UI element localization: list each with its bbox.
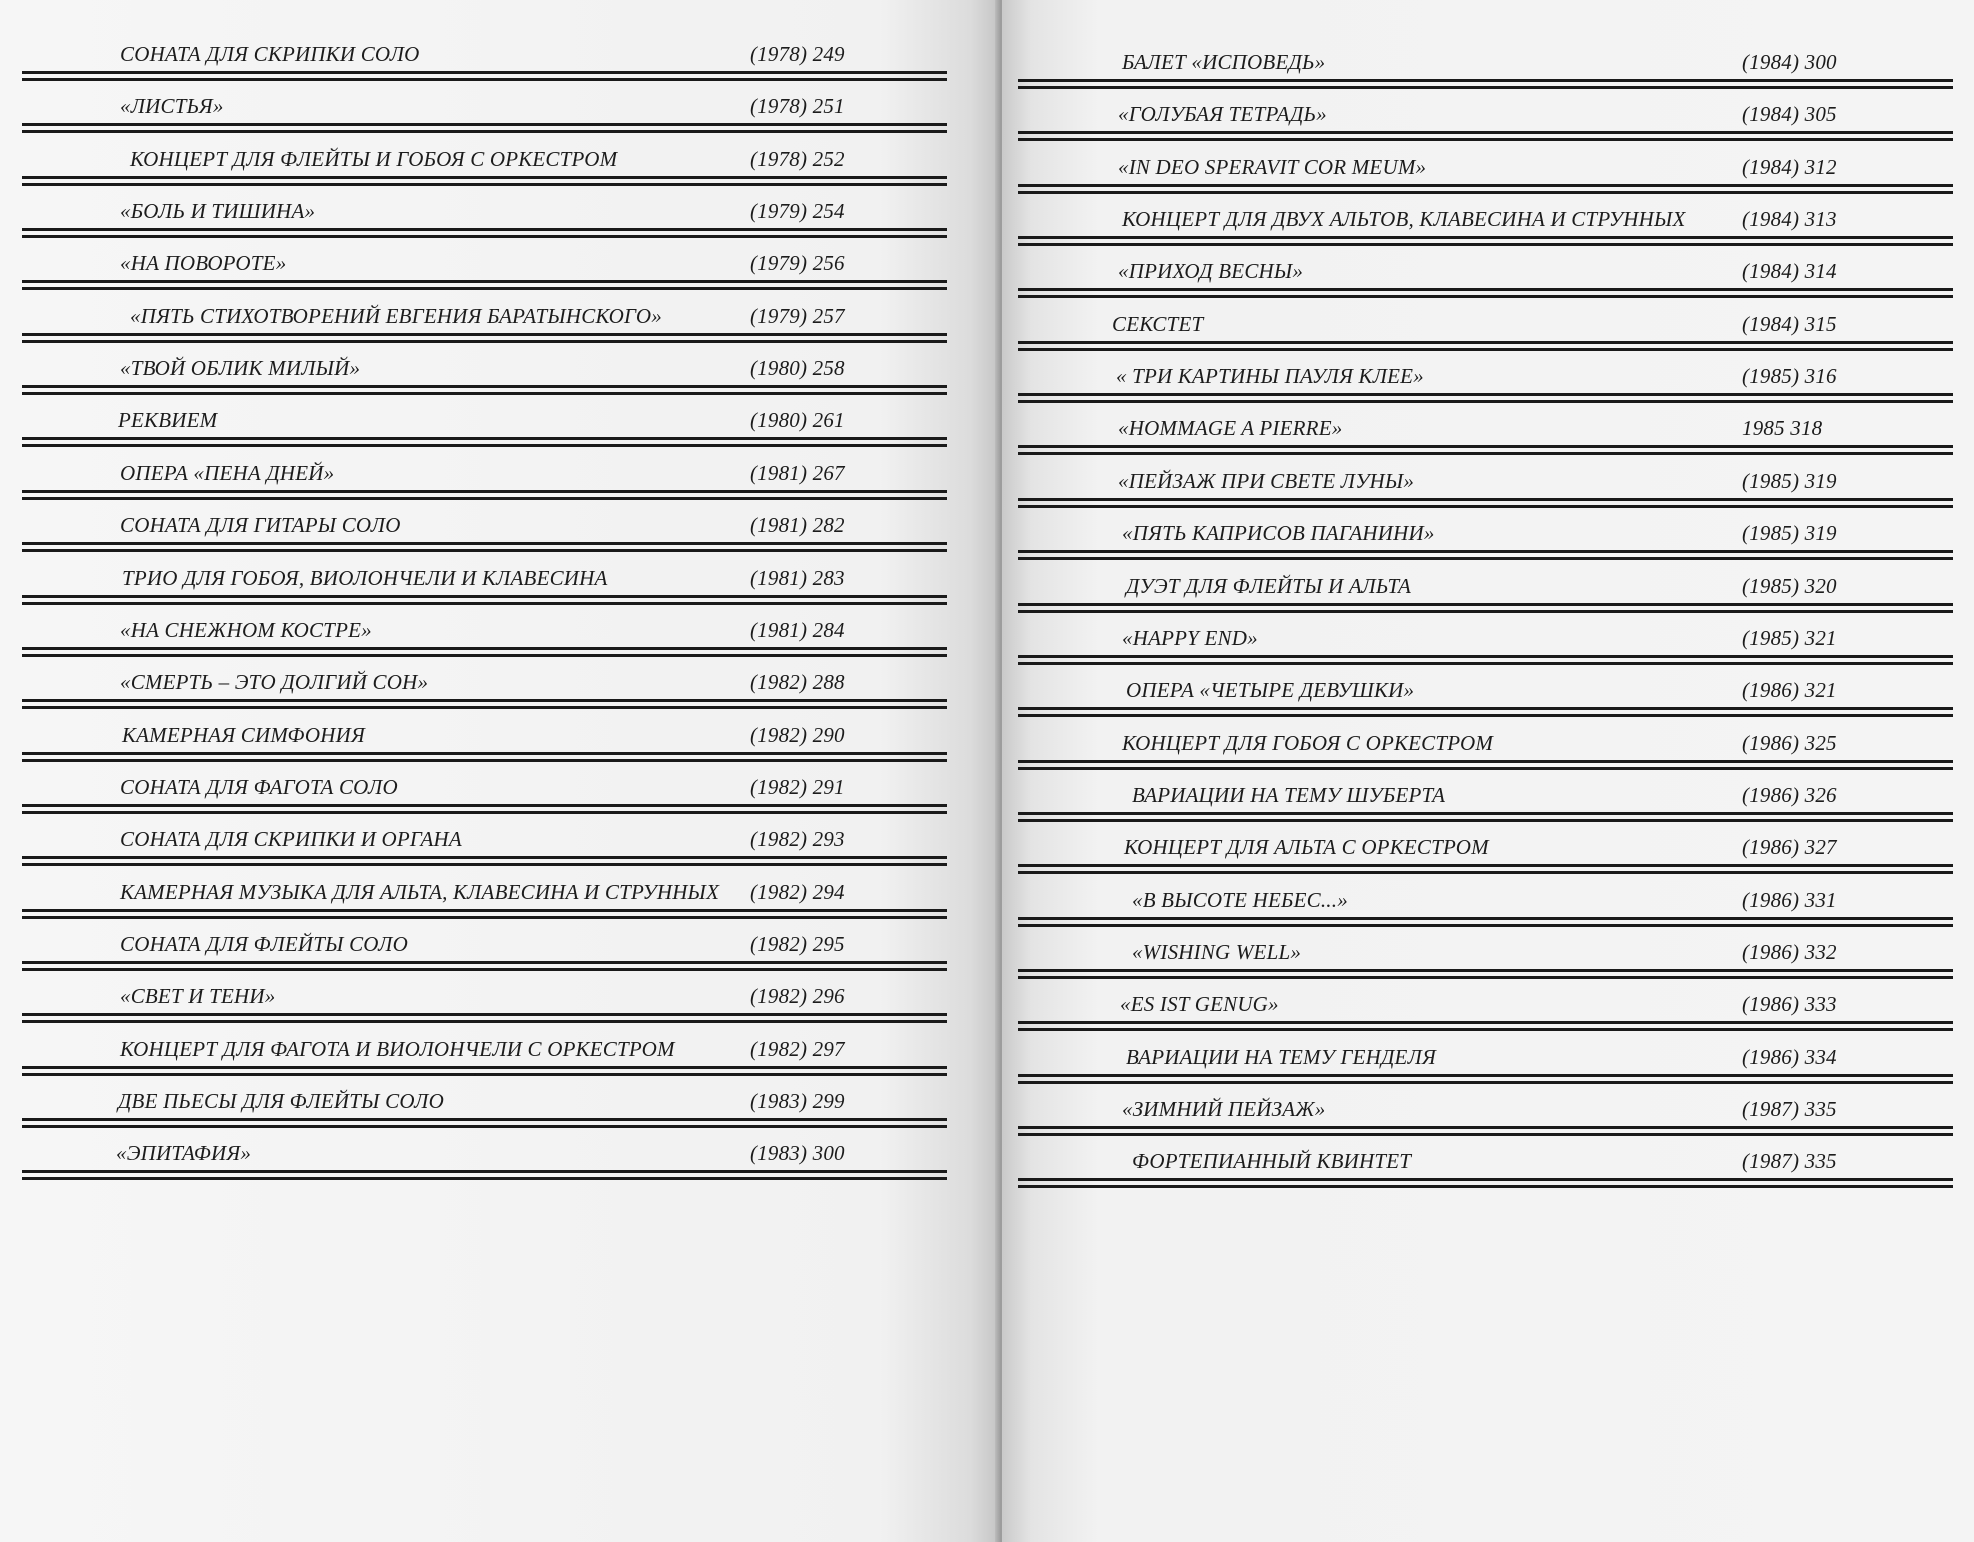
entry-title: ФОРТЕПИАННЫЙ КВИНТЕТ	[1132, 1149, 1412, 1174]
double-rule-divider	[1018, 917, 1953, 929]
entry-title: ДВЕ ПЬЕСЫ ДЛЯ ФЛЕЙТЫ СОЛО	[118, 1089, 444, 1113]
entry-title: КОНЦЕРТ ДЛЯ ДВУХ АЛЬТОВ, КЛАВЕСИНА И СТРУННЫХ	[1122, 207, 1686, 232]
entry-year-page: (1982) 295	[750, 931, 845, 956]
double-rule-divider	[1018, 184, 1953, 196]
entry-year-page: (1979) 257	[750, 303, 845, 328]
entry-title: КОНЦЕРТ ДЛЯ ФАГОТА И ВИОЛОНЧЕЛИ С ОРКЕСТРОМ	[120, 1036, 675, 1061]
entry-title: « ТРИ КАРТИНЫ ПАУЛЯ КЛЕЕ»	[1116, 364, 1424, 389]
entry-year-page: (1983) 299	[750, 1089, 845, 1113]
entry-year-page: (1986) 333	[1742, 992, 1837, 1017]
double-rule-divider	[22, 856, 947, 868]
entry-title: ОПЕРА «ЧЕТЫРЕ ДЕВУШКИ»	[1126, 678, 1415, 703]
entry-title: ВАРИАЦИИ НА ТЕМУ ШУБЕРТА	[1132, 782, 1446, 807]
entry-title: БАЛЕТ «ИСПОВЕДЬ»	[1122, 50, 1326, 74]
double-rule-divider	[22, 1170, 947, 1182]
toc-entry	[1002, 1149, 1974, 1215]
entry-title: СОНАТА ДЛЯ ФЛЕЙТЫ СОЛО	[120, 931, 408, 956]
entry-year-page: (1986) 334	[1742, 1044, 1837, 1069]
entry-year-page: (1985) 320	[1742, 573, 1837, 598]
double-rule-divider	[22, 1118, 947, 1130]
entry-title: «ПРИХОД ВЕСНЫ»	[1118, 259, 1304, 284]
double-rule-divider	[1018, 1074, 1953, 1086]
entry-year-page: (1982) 291	[750, 774, 845, 799]
double-rule-divider	[1018, 655, 1953, 667]
entry-year-page: (1984) 305	[1742, 102, 1837, 127]
double-rule-divider	[22, 542, 947, 554]
double-rule-divider	[1018, 498, 1953, 510]
double-rule-divider	[1018, 1178, 1953, 1190]
entry-year-page: (1985) 316	[1742, 364, 1837, 389]
entry-year-page: (1980) 261	[750, 408, 845, 433]
double-rule-divider	[22, 385, 947, 397]
entry-year-page: (1981) 282	[750, 513, 845, 538]
entry-title: «БОЛЬ И ТИШИНА»	[120, 199, 316, 224]
double-rule-divider	[1018, 603, 1953, 615]
entry-year-page: (1986) 326	[1742, 782, 1837, 807]
entry-year-page: (1979) 254	[750, 199, 845, 224]
entry-title: «WISHING WELL»	[1132, 939, 1302, 964]
entry-year-page: (1986) 321	[1742, 678, 1837, 703]
entry-year-page: (1982) 296	[750, 984, 845, 1009]
entry-year-page: (1980) 258	[750, 356, 845, 381]
double-rule-divider	[1018, 760, 1953, 772]
entry-year-page: (1983) 300	[750, 1141, 845, 1166]
entry-title: СОНАТА ДЛЯ СКРИПКИ СОЛО	[120, 42, 420, 66]
entry-year-page: (1978) 251	[750, 94, 845, 119]
entry-title: «ГОЛУБАЯ ТЕТРАДЬ»	[1118, 102, 1327, 127]
entry-title: ОПЕРА «ПЕНА ДНЕЙ»	[120, 460, 335, 485]
double-rule-divider	[1018, 341, 1953, 353]
entry-title: «ПЯТЬ КАПРИСОВ ПАГАНИНИ»	[1122, 521, 1435, 546]
entry-title: «НА СНЕЖНОМ КОСТРЕ»	[120, 617, 372, 642]
entry-year-page: (1982) 288	[750, 670, 845, 695]
double-rule-divider	[1018, 236, 1953, 248]
entry-year-page: (1986) 327	[1742, 835, 1837, 860]
entry-year-page: (1982) 297	[750, 1036, 845, 1061]
entry-title: КАМЕРНАЯ СИМФОНИЯ	[122, 722, 365, 747]
entry-year-page: (1985) 319	[1742, 468, 1837, 493]
entry-title: «ПЕЙЗАЖ ПРИ СВЕТЕ ЛУНЫ»	[1118, 468, 1415, 493]
entry-title: СОНАТА ДЛЯ СКРИПКИ И ОРГАНА	[120, 827, 462, 852]
entry-year-page: (1986) 332	[1742, 939, 1837, 964]
entry-title: «В ВЫСОТЕ НЕБЕС...»	[1132, 887, 1348, 912]
entry-year-page: (1982) 290	[750, 722, 845, 747]
double-rule-divider	[1018, 864, 1953, 876]
entry-title: КОНЦЕРТ ДЛЯ ГОБОЯ С ОРКЕСТРОМ	[1122, 730, 1494, 755]
entry-title: СЕКСТЕТ	[1112, 311, 1204, 336]
entry-year-page: (1986) 325	[1742, 730, 1837, 755]
entry-title: «ПЯТЬ СТИХОТВОРЕНИЙ ЕВГЕНИЯ БАРАТЫНСКОГО»	[130, 303, 662, 328]
entry-year-page: (1984) 315	[1742, 311, 1837, 336]
entry-title: «СМЕРТЬ – ЭТО ДОЛГИЙ СОН»	[120, 670, 429, 695]
entry-year-page: (1981) 283	[750, 565, 845, 590]
double-rule-divider	[22, 228, 947, 240]
entry-year-page: (1982) 294	[750, 879, 845, 904]
entry-year-page: (1987) 335	[1742, 1149, 1837, 1174]
entry-year-page: (1984) 314	[1742, 259, 1837, 284]
entry-title: «НА ПОВОРОТЕ»	[120, 251, 287, 276]
toc-entry	[0, 1141, 1000, 1207]
entry-title: «ЭПИТАФИЯ»	[116, 1141, 252, 1166]
entry-title: «ЛИСТЬЯ»	[120, 94, 224, 119]
entry-year-page: (1978) 249	[750, 42, 845, 66]
entry-year-page: 1985 318	[1742, 416, 1823, 441]
double-rule-divider	[1018, 131, 1953, 143]
double-rule-divider	[22, 1013, 947, 1025]
double-rule-divider	[22, 647, 947, 659]
double-rule-divider	[1018, 288, 1953, 300]
entry-title: «ТВОЙ ОБЛИК МИЛЫЙ»	[120, 356, 361, 381]
entry-year-page: (1985) 321	[1742, 625, 1837, 650]
entry-title: КАМЕРНАЯ МУЗЫКА ДЛЯ АЛЬТА, КЛАВЕСИНА И СТРУННЫХ	[120, 879, 720, 904]
double-rule-divider	[1018, 445, 1953, 457]
entry-year-page: (1987) 335	[1742, 1097, 1837, 1121]
entry-title: КОНЦЕРТ ДЛЯ АЛЬТА С ОРКЕСТРОМ	[1124, 835, 1489, 860]
double-rule-divider	[22, 123, 947, 135]
double-rule-divider	[22, 1066, 947, 1078]
double-rule-divider	[22, 490, 947, 502]
double-rule-divider	[1018, 812, 1953, 824]
double-rule-divider	[22, 176, 947, 188]
double-rule-divider	[22, 280, 947, 292]
entry-year-page: (1984) 300	[1742, 50, 1837, 74]
double-rule-divider	[1018, 969, 1953, 981]
double-rule-divider	[1018, 1126, 1953, 1138]
double-rule-divider	[1018, 1021, 1953, 1033]
double-rule-divider	[22, 752, 947, 764]
entry-year-page: (1979) 256	[750, 251, 845, 276]
double-rule-divider	[22, 595, 947, 607]
entry-year-page: (1984) 312	[1742, 154, 1837, 179]
double-rule-divider	[22, 961, 947, 973]
double-rule-divider	[22, 437, 947, 449]
entry-title: РЕКВИЕМ	[118, 408, 218, 433]
entry-title: «ЗИМНИЙ ПЕЙЗАЖ»	[1122, 1097, 1326, 1121]
entry-title: «СВЕТ И ТЕНИ»	[120, 984, 276, 1009]
entry-title: СОНАТА ДЛЯ ГИТАРЫ СОЛО	[120, 513, 401, 538]
entry-year-page: (1984) 313	[1742, 207, 1837, 232]
entry-year-page: (1986) 331	[1742, 887, 1837, 912]
entry-year-page: (1978) 252	[750, 146, 845, 171]
double-rule-divider	[1018, 707, 1953, 719]
entry-title: «HOMMAGE A PIERRE»	[1118, 416, 1343, 441]
double-rule-divider	[1018, 79, 1953, 91]
entry-title: ВАРИАЦИИ НА ТЕМУ ГЕНДЕЛЯ	[1126, 1044, 1436, 1069]
entry-year-page: (1982) 293	[750, 827, 845, 852]
entry-year-page: (1985) 319	[1742, 521, 1837, 546]
entry-title: СОНАТА ДЛЯ ФАГОТА СОЛО	[120, 774, 398, 799]
double-rule-divider	[1018, 393, 1953, 405]
entry-title: КОНЦЕРТ ДЛЯ ФЛЕЙТЫ И ГОБОЯ С ОРКЕСТРОМ	[130, 146, 618, 171]
double-rule-divider	[22, 804, 947, 816]
right-page	[1002, 0, 1974, 1542]
double-rule-divider	[22, 333, 947, 345]
entry-year-page: (1981) 267	[750, 460, 845, 485]
double-rule-divider	[1018, 550, 1953, 562]
double-rule-divider	[22, 71, 947, 83]
entry-title: «HAPPY END»	[1122, 625, 1258, 650]
double-rule-divider	[22, 909, 947, 921]
entry-title: «ES IST GENUG»	[1120, 992, 1279, 1017]
entry-title: ТРИО ДЛЯ ГОБОЯ, ВИОЛОНЧЕЛИ И КЛАВЕСИНА	[122, 565, 608, 590]
entry-title: «IN DEO SPERAVIT COR MEUM»	[1118, 154, 1427, 179]
double-rule-divider	[22, 699, 947, 711]
entry-year-page: (1981) 284	[750, 617, 845, 642]
entry-title: ДУЭТ ДЛЯ ФЛЕЙТЫ И АЛЬТА	[1126, 573, 1412, 598]
